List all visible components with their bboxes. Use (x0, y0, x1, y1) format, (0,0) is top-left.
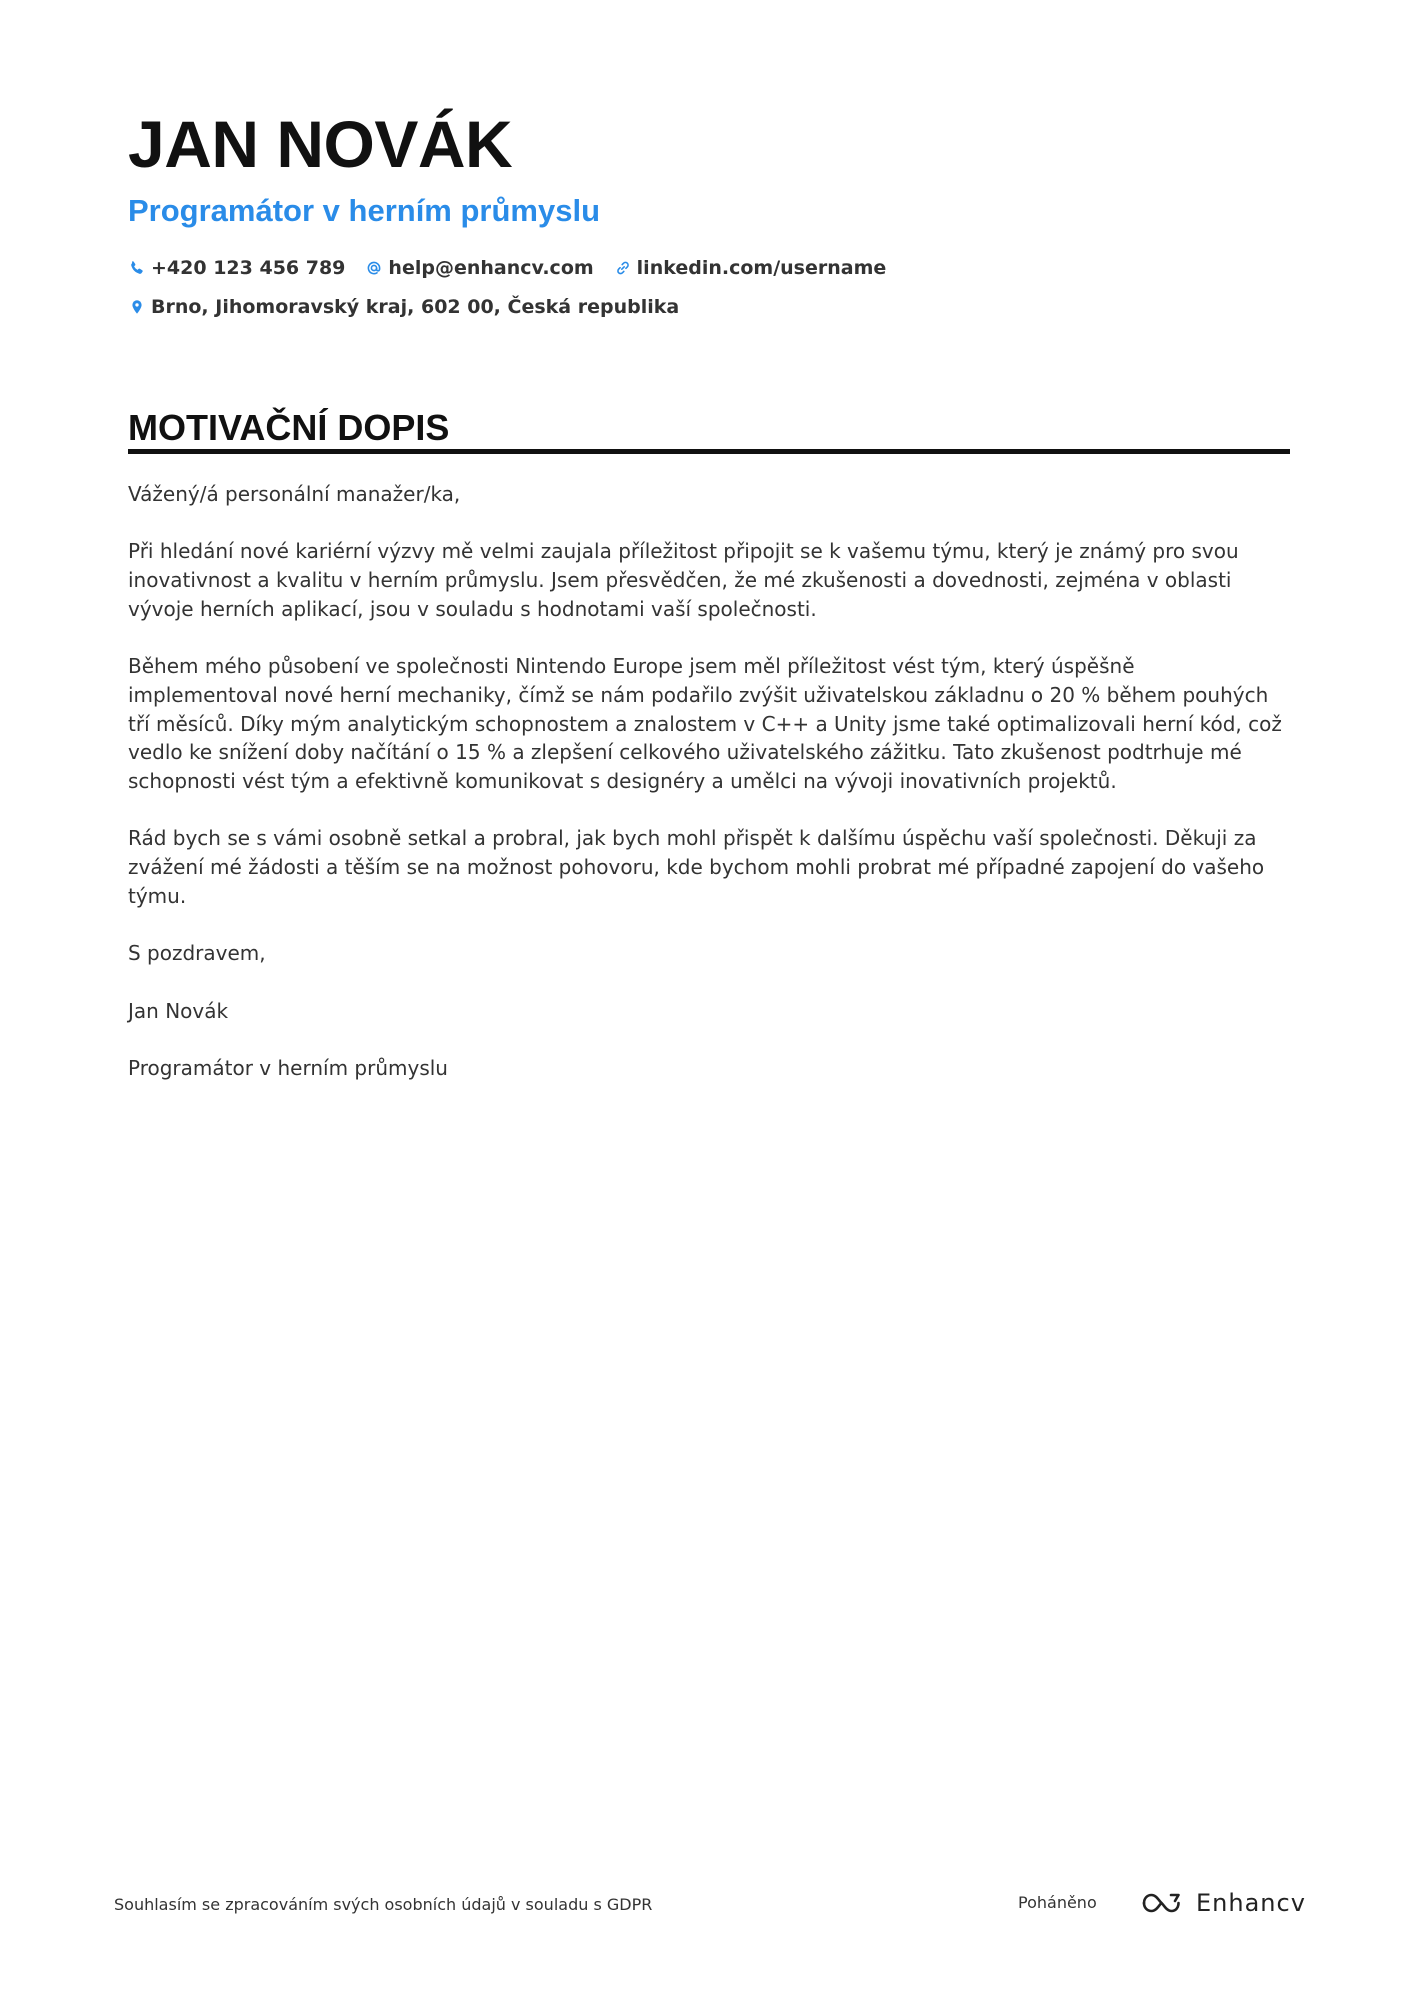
contact-phone (128, 257, 345, 279)
contact-row-primary (128, 253, 906, 283)
location-text: Brno, Jihomoravský kraj, 602 00, Česká republika (151, 296, 680, 318)
email-text: help@enhancv.com (388, 257, 594, 279)
signature-name: Jan Novák (128, 998, 229, 1023)
section-title: MOTIVAČNÍ DOPIS (128, 407, 450, 448)
link-icon (614, 259, 632, 277)
brand-name: Enhancv (1196, 1889, 1306, 1917)
contact-email (365, 257, 593, 279)
phone-icon (128, 259, 146, 277)
gdpr-consent: Souhlasím se zpracováním svých osobních údajů v souladu s GDPR (114, 1895, 653, 1914)
at-icon (365, 259, 383, 277)
letter-paragraph: Rád bych se s vámi osobně setkal a probral, jak bych mohl přispět k dalšímu úspěchu vaší společnosti. Děkuji za zvážení mé žádosti a těším se na možnost pohovoru, kde bychom mohli probrat mé případné zapojení do vašeho týmu. (128, 826, 1265, 908)
letter-body (128, 480, 1290, 1111)
signature-role: Programátor v herním průmyslu (128, 1055, 448, 1080)
letter-paragraph: Během mého působení ve společnosti Nintendo Europe jsem měl příležitost vést tým, který úspěšně implementoval nové herní mechaniky, čímž se nám podařilo zvýšit uživatelskou základnu o 20 % během pouhých tří měsíců. Díky mým analytickým schopnostem a znalostem v C++ a Unity jsme také optimalizovali herní kód, což vedlo ke snížení doby načítání o 15 % a zlepšení celkového uživatelského zážitku. Tato zkušenost podtrhuje mé schopnosti vést tým a efektivně komunikovat s designéry a umělci na vývoji inovativních projektů. (128, 654, 1282, 793)
letter-closing: S pozdravem, (128, 941, 266, 966)
contact-linkedin (614, 257, 887, 279)
letter-paragraph: Při hledání nové kariérní výzvy mě velmi zaujala příležitost připojit se k vašemu týmu, který je známý pro svou inovativnost a kvalitu v herním průmyslu. Jsem přesvědčen, že mé zkušenosti a dovednosti, zejména v oblasti vývoje herních aplikací, jsou v souladu s hodnotami vaší společnosti. (128, 539, 1239, 621)
map-pin-icon (128, 298, 146, 316)
brand-link[interactable] (1138, 1886, 1306, 1920)
section-divider (128, 449, 1290, 454)
enhancv-logo-icon (1138, 1888, 1184, 1918)
candidate-name: JAN NOVÁK (128, 107, 513, 181)
phone-text: +420 123 456 789 (151, 257, 346, 279)
powered-by-label: Poháněno (1018, 1893, 1097, 1912)
contact-location (128, 296, 679, 318)
letter-greeting: Vážený/á personální manažer/ka, (128, 482, 461, 506)
linkedin-text: linkedin.com/username (636, 257, 887, 279)
contact-row-secondary (128, 292, 699, 322)
candidate-role: Programátor v herním průmyslu (128, 193, 601, 228)
